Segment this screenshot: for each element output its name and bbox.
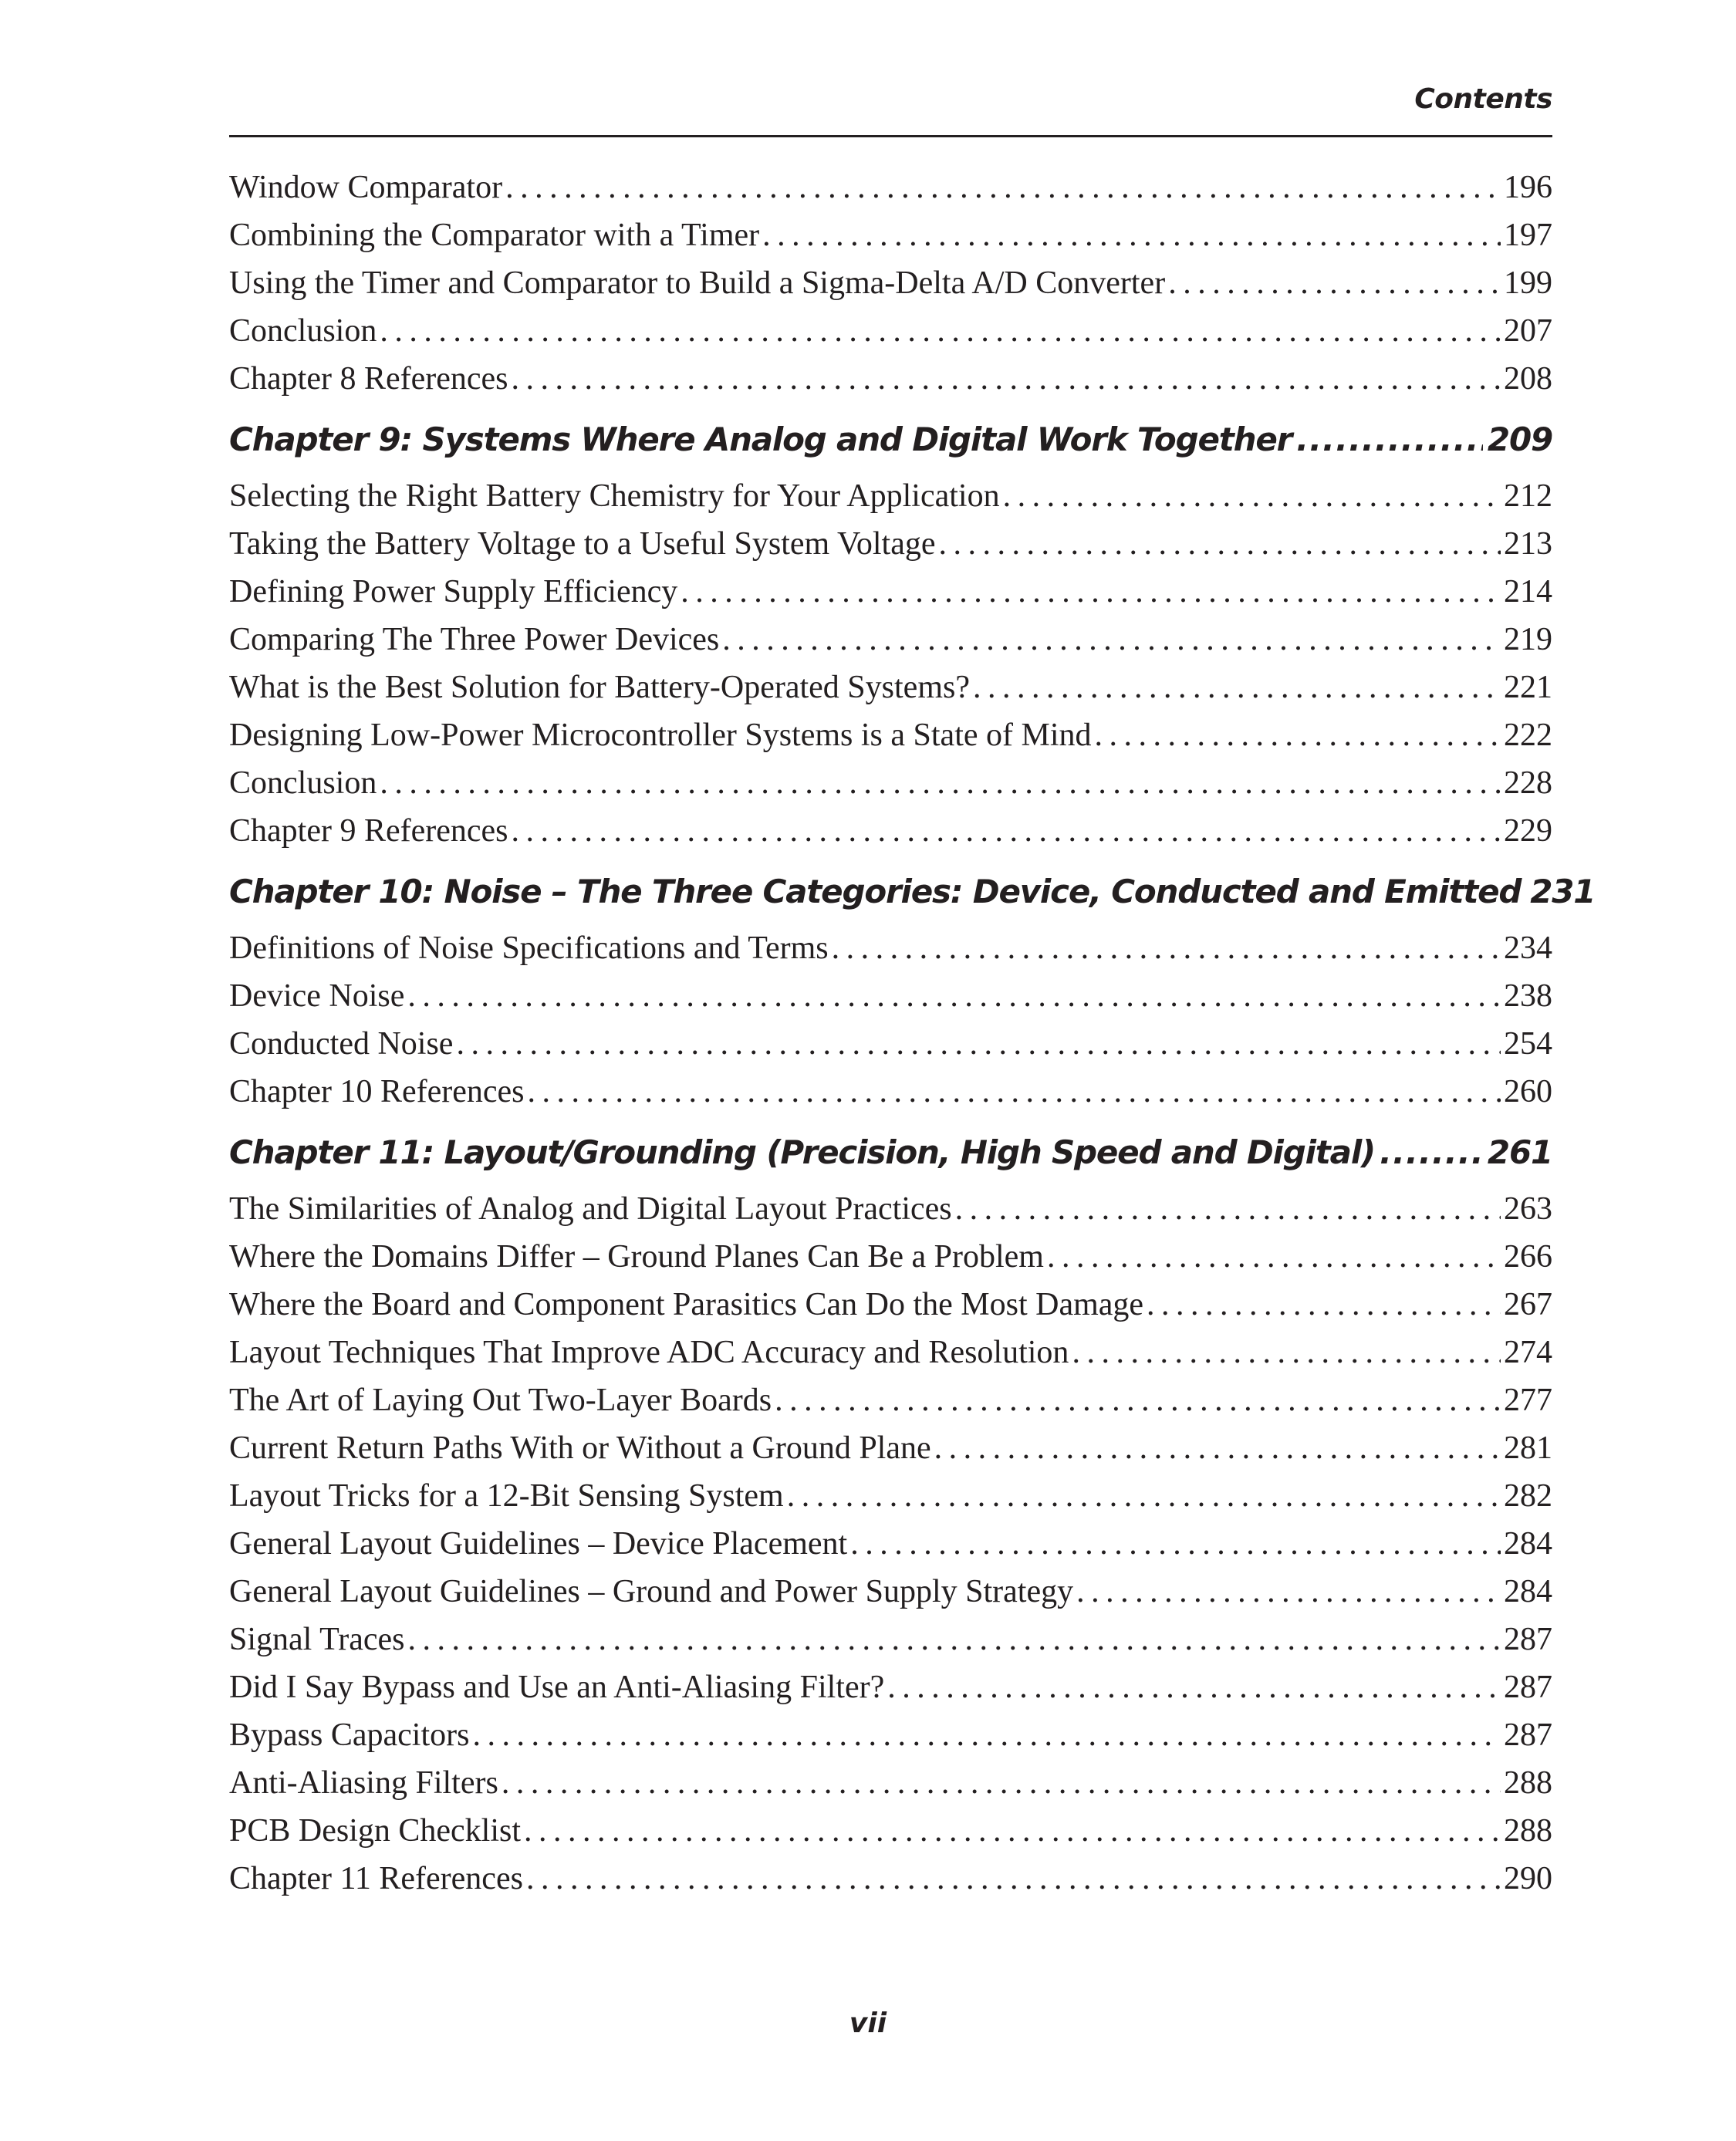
toc-page-number: 287 xyxy=(1504,1622,1552,1657)
toc-entry xyxy=(229,1424,1552,1472)
dot-leader xyxy=(1047,1233,1501,1281)
toc-title: Current Return Paths With or Without a Ground Plane xyxy=(229,1430,931,1466)
toc-title: Chapter 11 References xyxy=(229,1861,523,1896)
dot-leader xyxy=(524,1807,1501,1855)
toc-page-number: 281 xyxy=(1504,1430,1552,1466)
toc-entry xyxy=(229,1233,1552,1281)
toc-entry xyxy=(229,307,1552,355)
dot-leader xyxy=(408,1616,1501,1663)
toc-page-number: 284 xyxy=(1504,1574,1552,1609)
toc-title: The Art of Laying Out Two-Layer Boards xyxy=(229,1383,772,1418)
toc-title: Bypass Capacitors xyxy=(229,1717,470,1753)
toc-title: Designing Low-Power Microcontroller Systems is a State of Mind xyxy=(229,718,1092,753)
toc-title: Conducted Noise xyxy=(229,1026,454,1062)
dot-leader xyxy=(762,211,1501,259)
toc-page-number: 282 xyxy=(1504,1478,1552,1514)
toc-entry xyxy=(229,1376,1552,1424)
toc-title: Device Noise xyxy=(229,978,405,1014)
toc-title: Conclusion xyxy=(229,313,377,349)
dot-leader xyxy=(787,1472,1501,1520)
toc-entry xyxy=(229,1568,1552,1616)
toc-entry xyxy=(229,1068,1552,1116)
toc-title: Chapter 9: Systems Where Analog and Digital Work Together xyxy=(229,420,1292,458)
toc-title: Using the Timer and Comparator to Build a Sigma-Delta A/D Converter xyxy=(229,265,1166,301)
dot-leader xyxy=(380,759,1501,807)
toc-entry xyxy=(229,711,1552,759)
dot-leader xyxy=(775,1376,1501,1424)
toc-title: Window Comparator xyxy=(229,170,503,205)
dot-leader xyxy=(1168,259,1501,307)
toc-title: Definitions of Noise Specifications and Terms xyxy=(229,930,829,966)
toc-page-number: 261 xyxy=(1487,1133,1552,1171)
toc-entry xyxy=(229,1616,1552,1663)
toc-entry xyxy=(229,472,1552,520)
toc-page-number: 254 xyxy=(1504,1026,1552,1062)
toc-page-number: 263 xyxy=(1504,1191,1552,1227)
toc-page-number: 213 xyxy=(1504,526,1552,562)
toc-entry xyxy=(229,616,1552,664)
toc-title: Layout Techniques That Improve ADC Accuracy and Resolution xyxy=(229,1335,1069,1370)
dot-leader xyxy=(380,307,1501,355)
toc-entry xyxy=(229,1711,1552,1759)
toc-entry xyxy=(229,972,1552,1020)
table-of-contents xyxy=(229,164,1596,1903)
dot-leader xyxy=(939,520,1501,568)
toc-page-number: 266 xyxy=(1504,1239,1552,1275)
dot-leader xyxy=(526,1855,1501,1903)
toc-title: Conclusion xyxy=(229,765,377,801)
dot-leader xyxy=(722,616,1501,664)
toc-page-number: 274 xyxy=(1504,1335,1552,1370)
dot-leader xyxy=(1147,1281,1501,1329)
toc-title: Defining Power Supply Efficiency xyxy=(229,574,678,610)
dot-leader xyxy=(681,568,1501,616)
dot-leader xyxy=(1380,1120,1483,1185)
toc-page-number: 277 xyxy=(1504,1383,1552,1418)
toc-chapter-heading xyxy=(229,859,1596,924)
toc-entry xyxy=(229,520,1552,568)
toc-page-number: 196 xyxy=(1504,170,1552,205)
toc-entry xyxy=(229,164,1552,211)
dot-leader xyxy=(407,972,1501,1020)
dot-leader xyxy=(528,1068,1501,1116)
dot-leader xyxy=(887,1663,1501,1711)
toc-entry xyxy=(229,1472,1552,1520)
toc-title: Chapter 10: Noise – The Three Categories: Device, Conducted and Emitted xyxy=(229,873,1522,910)
toc-page-number: 229 xyxy=(1504,813,1552,849)
page-number: vii xyxy=(849,2008,887,2039)
toc-title: Anti-Aliasing Filters xyxy=(229,1765,498,1801)
toc-title: What is the Best Solution for Battery-Operated Systems? xyxy=(229,670,970,705)
toc-page-number: 260 xyxy=(1504,1074,1552,1109)
dot-leader xyxy=(472,1711,1501,1759)
toc-page-number: 219 xyxy=(1504,622,1552,657)
toc-entry xyxy=(229,211,1552,259)
toc-page-number: 287 xyxy=(1504,1717,1552,1753)
toc-page-number: 212 xyxy=(1504,478,1552,514)
toc-entry xyxy=(229,1855,1552,1903)
toc-entry xyxy=(229,1520,1552,1568)
toc-title: Taking the Battery Voltage to a Useful System Voltage xyxy=(229,526,936,562)
toc-title: The Similarities of Analog and Digital Layout Practices xyxy=(229,1191,952,1227)
toc-page-number: 208 xyxy=(1504,361,1552,397)
dot-leader xyxy=(1003,472,1501,520)
toc-entry xyxy=(229,568,1552,616)
toc-chapter-heading xyxy=(229,407,1552,472)
dot-leader xyxy=(1072,1329,1501,1376)
dot-leader xyxy=(1095,711,1501,759)
toc-title: Signal Traces xyxy=(229,1622,405,1657)
toc-page-number: 267 xyxy=(1504,1287,1552,1322)
header-rule xyxy=(229,135,1552,137)
toc-page-number: 228 xyxy=(1504,765,1552,801)
toc-entry xyxy=(229,1807,1552,1855)
toc-title: General Layout Guidelines – Device Placement xyxy=(229,1526,848,1562)
toc-title: Comparing The Three Power Devices xyxy=(229,622,720,657)
toc-page-number: 288 xyxy=(1504,1813,1552,1849)
toc-entry xyxy=(229,807,1552,855)
toc-page-number: 221 xyxy=(1504,670,1552,705)
toc-title: Chapter 10 References xyxy=(229,1074,525,1109)
dot-leader xyxy=(1076,1568,1501,1616)
toc-title: Layout Tricks for a 12-Bit Sensing System xyxy=(229,1478,784,1514)
dot-leader xyxy=(934,1424,1501,1472)
dot-leader xyxy=(832,924,1501,972)
toc-title: Chapter 11: Layout/Grounding (Precision, High Speed and Digital) xyxy=(229,1133,1376,1171)
toc-entry xyxy=(229,924,1552,972)
dot-leader xyxy=(973,664,1501,711)
toc-page-number: 214 xyxy=(1504,574,1552,610)
toc-page-number: 238 xyxy=(1504,978,1552,1014)
toc-entry xyxy=(229,355,1552,403)
dot-leader xyxy=(502,1759,1501,1807)
dot-leader xyxy=(1296,407,1483,472)
toc-title: Did I Say Bypass and Use an Anti-Aliasing Filter? xyxy=(229,1670,885,1705)
toc-title: Where the Board and Component Parasitics Can Do the Most Damage xyxy=(229,1287,1144,1322)
dot-leader xyxy=(512,807,1501,855)
dot-leader xyxy=(456,1020,1501,1068)
toc-chapter-heading xyxy=(229,1120,1552,1185)
toc-title: Selecting the Right Battery Chemistry for Your Application xyxy=(229,478,1000,514)
toc-entry xyxy=(229,664,1552,711)
toc-page-number: 199 xyxy=(1504,265,1552,301)
dot-leader xyxy=(505,164,1501,211)
toc-title: Combining the Comparator with a Timer xyxy=(229,218,760,253)
toc-page-number: 222 xyxy=(1504,718,1552,753)
toc-page-number: 207 xyxy=(1504,313,1552,349)
toc-entry xyxy=(229,1020,1552,1068)
toc-entry xyxy=(229,1329,1552,1376)
toc-entry xyxy=(229,259,1552,307)
toc-entry xyxy=(229,1281,1552,1329)
toc-page-number: 288 xyxy=(1504,1765,1552,1801)
toc-title: Chapter 8 References xyxy=(229,361,508,397)
running-head: Contents xyxy=(1414,83,1552,115)
toc-title: PCB Design Checklist xyxy=(229,1813,522,1849)
toc-page-number: 197 xyxy=(1504,218,1552,253)
dot-leader xyxy=(512,355,1501,403)
toc-title: General Layout Guidelines – Ground and Power Supply Strategy xyxy=(229,1574,1074,1609)
toc-title: Where the Domains Differ – Ground Planes Can Be a Problem xyxy=(229,1239,1044,1275)
toc-entry xyxy=(229,1185,1552,1233)
toc-title: Chapter 9 References xyxy=(229,813,508,849)
toc-page-number: 234 xyxy=(1504,930,1552,966)
toc-entry xyxy=(229,1759,1552,1807)
toc-page-number: 284 xyxy=(1504,1526,1552,1562)
toc-entry xyxy=(229,1663,1552,1711)
toc-page-number: 287 xyxy=(1504,1670,1552,1705)
toc-entry xyxy=(229,759,1552,807)
toc-page-number: 209 xyxy=(1487,420,1552,458)
dot-leader xyxy=(850,1520,1501,1568)
dot-leader xyxy=(955,1185,1501,1233)
toc-page-number: 231 xyxy=(1530,873,1596,910)
toc-page-number: 290 xyxy=(1504,1861,1552,1896)
